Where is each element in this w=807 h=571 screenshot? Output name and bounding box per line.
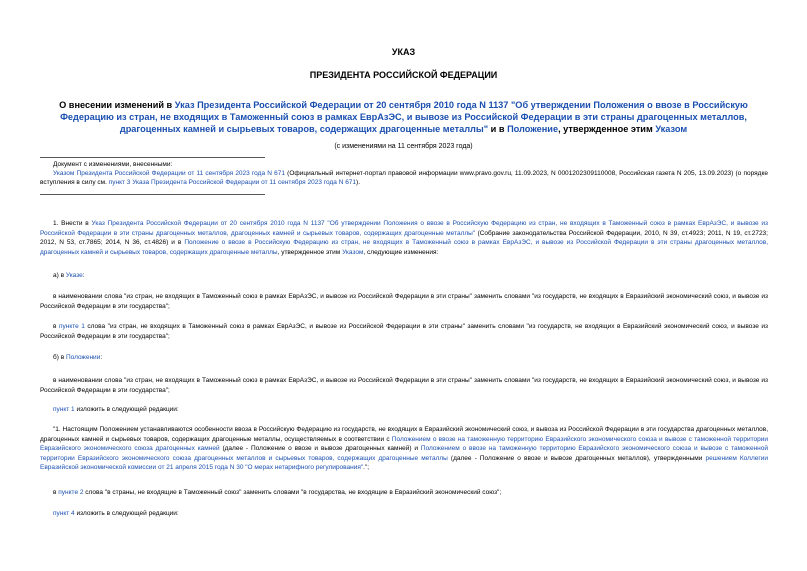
paragraph-text: , следующие изменения: xyxy=(363,248,439,256)
doc-type-heading: УКАЗ xyxy=(391,47,416,57)
paragraph-text: б) в xyxy=(53,354,66,361)
clause-1-new-wording xyxy=(40,425,768,473)
divider xyxy=(40,194,265,195)
regulation-link[interactable]: Положении xyxy=(65,354,101,361)
paragraph-text: слова "в страны, не входящие в Таможенный союз" заменить словами "в государства, не входящие в Евразийский экономический союз"; xyxy=(83,489,502,496)
paragraph-text: в xyxy=(53,323,59,330)
changes-text: (Официальный интернет-портал правовой информации www.pravo.gov.ru, 11.09.2023, N 0001202309110008, Российская газета N 205, 13.09.2023) (о порядке вступления в силу см. xyxy=(40,170,768,186)
eec-decision-link[interactable]: решением Коллегии Евразийской экономической комиссии от 21 апреля 2015 года N 30 "О мерах нетарифного регулирования" xyxy=(40,454,768,472)
paragraph-1 xyxy=(40,219,768,257)
clause-2-link[interactable]: пункте 2 xyxy=(58,489,84,496)
paragraph-text: "1. Настоящим Положением устанавливаются особенности ввоза в Российскую Федерацию из государств, не входящих в Евразийский экономический союз, и вывоза из Российской Федерации в эти государства драгоценных металлов, драгоценных камней и сырьевых товаров, содержащих драгоценные металлы, осуществляемых в соответствии с xyxy=(40,426,768,443)
subparagraph-b xyxy=(40,353,768,363)
paragraph-text: изложить в следующей редакции: xyxy=(74,406,179,413)
amending-decree-link[interactable]: Указом Президента Российской Федерации от 11 сентября 2023 года N 671 xyxy=(53,170,285,177)
paragraph-text: (далее - Положение о ввозе и вывозе драгоценных камней) и xyxy=(219,445,421,453)
issuer-heading: ПРЕЗИДЕНТА РОССИЙСКОЙ ФЕДЕРАЦИИ xyxy=(309,70,498,80)
paragraph-text: 1. Внести в xyxy=(53,220,92,227)
title-text: О внесении изменений в xyxy=(59,100,175,110)
edition-note: (с изменениями на 11 сентября 2023 года) xyxy=(334,143,473,150)
paragraph-text: (далее - Положение о ввозе и вывозе драгоценных металлов), утвержденными xyxy=(447,454,706,462)
regulation-link[interactable]: Положение о ввозе в Российскую Федерацию из стран, не входящих в Таможенный союз в рамках ЕврАзЭС, и вывозе из Российской Федерации в эти страны драгоценных металлов, драгоценных камней и сырьевых товаров, содержащих драгоценные металлы xyxy=(40,239,768,256)
divider xyxy=(40,157,265,158)
subparagraph-b-item-4 xyxy=(40,509,768,519)
title-text: , утвержденное этим xyxy=(558,124,656,134)
title-link-regulation[interactable]: Положение xyxy=(507,124,559,134)
title-link-decree-short[interactable]: Указом xyxy=(655,124,688,134)
paragraph-text: а) в xyxy=(53,272,66,279)
paragraph-text: : xyxy=(82,272,85,279)
subparagraph-a-item-2 xyxy=(40,322,768,341)
clause-1-link[interactable]: пункте 1 xyxy=(58,323,85,330)
metals-regulation-link[interactable]: Положением о ввозе на таможенную территорию Евразийского экономического союза и вывозе с таможенной территории Евразийского экономического союза драгоценных металлов и сырьевых товаров, содержащих драгоценные металлы xyxy=(40,445,768,462)
gems-regulation-link[interactable]: Положением о ввозе на таможенную территорию Евразийского экономического союза и вывозе с таможенной территории Евразийского экономического союза драгоценных камней xyxy=(40,435,768,453)
paragraph-text: в xyxy=(53,489,59,496)
decree-link[interactable]: Указом xyxy=(342,248,364,256)
changes-list xyxy=(40,169,768,187)
subparagraph-b-item-2 xyxy=(40,405,768,415)
paragraph-text: (Собрание законодательства Российской Федерации, 2010, N 39, ст.4923; 2011, N 19, ст.2723; 2012, N 53, ст.7865; 2014, N 36, ст.4826) и в xyxy=(40,229,768,247)
title-text: и в xyxy=(488,124,508,134)
subparagraph-b-item-3 xyxy=(40,488,768,498)
clause-1-link[interactable]: пункт 1 xyxy=(53,406,75,413)
clause-4-link[interactable]: пункт 4 xyxy=(53,510,75,517)
decree-link[interactable]: Указе xyxy=(65,272,83,279)
decree-1137-link[interactable]: Указ Президента Российской Федерации от 20 сентября 2010 года N 1137 "Об утверждении Положения о ввозе в Российскую Федерацию из стран, не входящих в Таможенный союз в рамках ЕврАзЭС, и вывозе из Российской Федерации в эти страны драгоценных металлов, драгоценных камней и сырьевых товаров, содержащих драгоценные металлы" xyxy=(40,220,768,237)
paragraph-text: , утвержденное этим xyxy=(277,248,343,256)
subparagraph-b-item-1: в наименовании слова "из стран, не входящих в Таможенный союз в рамках ЕврАзЭС, и вывозе из Российской Федерации в эти страны" заменить словами "из государств, не входящих в Евразийский экономический союз, и вывозе из Российской Федерации в эти государства"; xyxy=(40,377,768,394)
paragraph-text: изложить в следующей редакции: xyxy=(74,510,179,517)
entry-into-force-link[interactable]: пункт 3 Указа Президента Российской Федерации от 11 сентября 2023 года N 671 xyxy=(108,179,357,186)
paragraph-text: ."; xyxy=(363,464,370,472)
paragraph-text: слова "из стран, не входящих в Таможенный союз в рамках ЕврАзЭС, и вывозе из Российской Федерации в эти страны" заменить словами "из государств, не входящих в Евразийский экономический союз, и вывозе из Российской Федерации в эти государства"; xyxy=(40,323,768,340)
changes-label: Документ с изменениями, внесенными: xyxy=(53,161,173,168)
document-title xyxy=(40,99,767,135)
paragraph-text: : xyxy=(100,354,103,361)
changes-text: ). xyxy=(356,179,361,186)
subparagraph-a-item-1: в наименовании слова "из стран, не входящих в Таможенный союз в рамках ЕврАзЭС, и вывозе из Российской Федерации в эти страны" заменить словами "из государств, не входящих в Евразийский экономический союз, и вывозе из Российской Федерации в эти государства"; xyxy=(40,293,768,310)
title-link-decree[interactable]: Указ Президента Российской Федерации от 20 сентября 2010 года N 1137 "Об утверждении Положения о ввозе в Российскую Федерацию из стран, не входящих в Таможенный союз в рамках ЕврАзЭС, и вывозе из Российской Федерации в эти страны драгоценных металлов, драгоценных камней и сырьевых товаров, содержащих драгоценные металлы" xyxy=(60,100,748,134)
subparagraph-a xyxy=(40,271,768,281)
